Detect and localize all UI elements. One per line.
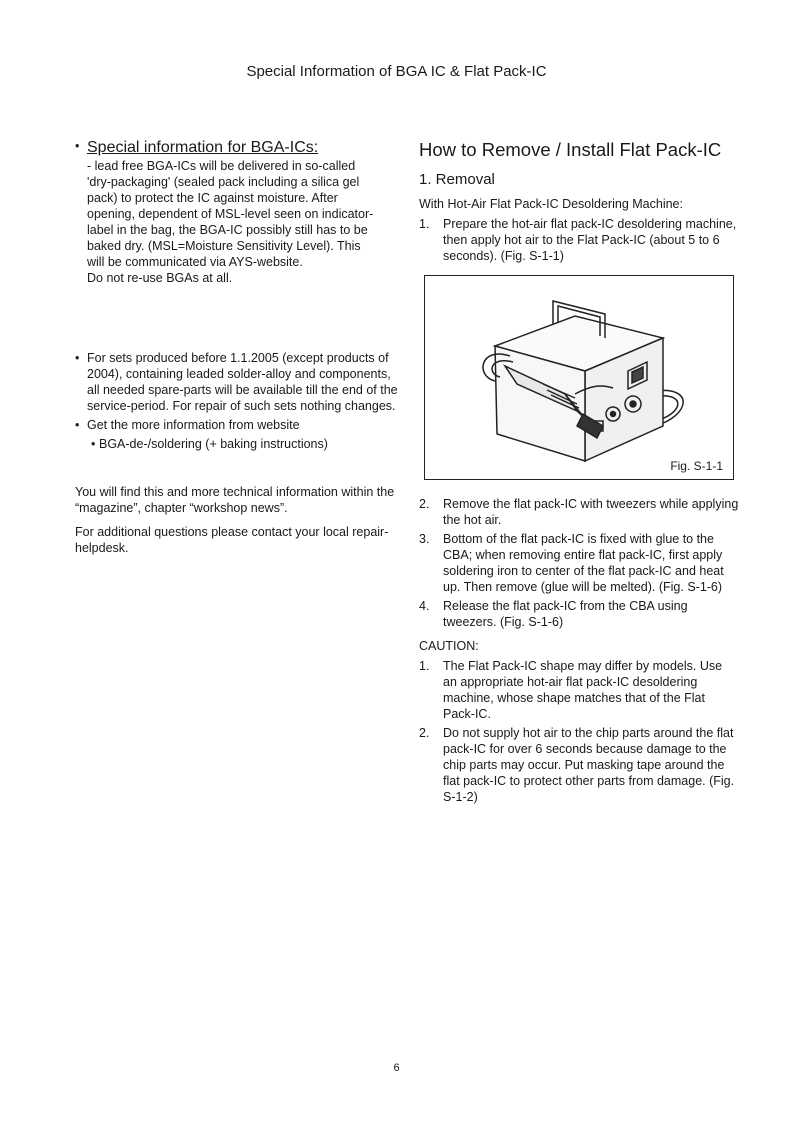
step-number: 2. <box>419 497 430 511</box>
bullet-icon: • <box>75 139 80 153</box>
list-item <box>419 598 739 630</box>
right-column <box>419 138 739 808</box>
list-item <box>419 531 739 595</box>
bga-body-line: - lead free BGA-ICs will be delivered in so-called <box>87 159 356 173</box>
caution-text: Do not supply hot air to the chip parts around the flat pack-IC for over 6 seconds because damage to the chip parts may occur. Put masking tape around the flat pack-IC to protect other parts from damage. (Fig. S-1-2) <box>443 726 735 804</box>
bga-section <box>75 138 400 158</box>
step-number: 4. <box>419 599 430 613</box>
bga-body-line: 'dry-packaging' (sealed pack including a silica gel <box>87 175 360 189</box>
list-item <box>75 436 400 452</box>
list-item <box>75 350 400 414</box>
step-text: Release the flat pack-IC from the CBA using tweezers. (Fig. S-1-6) <box>443 599 688 629</box>
step-text: Remove the flat pack-IC with tweezers while applying the hot air. <box>443 497 739 527</box>
bga-body-line: pack) to protect the IC against moisture. After <box>87 191 338 205</box>
magazine-text: You will find this and more technical information within the “magazine”, chapter “workshop news”. <box>75 485 395 515</box>
step-number: 3. <box>419 532 430 546</box>
bullet-icon: • <box>75 418 80 432</box>
figure-caption: Fig. S-1-1 <box>670 459 723 473</box>
desoldering-machine-illustration <box>425 276 735 481</box>
bga-body <box>75 158 400 286</box>
sets-block <box>75 350 400 455</box>
caution-text: The Flat Pack-IC shape may differ by models. Use an appropriate hot-air flat pack-IC desoldering machine, whose shape matches that of the Flat Pack-IC. <box>443 659 723 721</box>
list-item <box>419 216 739 264</box>
website-item-text: Get the more information from website <box>87 418 300 432</box>
caution-label: CAUTION: <box>419 639 479 653</box>
bga-body-line: will be communicated via AYS-website. <box>87 255 303 269</box>
intro-text: With Hot-Air Flat Pack-IC Desoldering Machine: <box>419 197 683 211</box>
website-sub-item-text: BGA-de-/soldering (+ baking instructions) <box>99 437 328 451</box>
section-title: How to Remove / Install Flat Pack-IC <box>419 139 722 160</box>
page-header-title: Special Information of BGA IC & Flat Pack-IC <box>246 63 547 80</box>
info-block <box>75 484 400 564</box>
left-column <box>75 138 400 555</box>
list-item <box>419 658 739 722</box>
bullet-icon: • <box>75 351 80 365</box>
caution-number: 2. <box>419 726 430 740</box>
figure-desoldering-machine <box>424 275 734 480</box>
caution-number: 1. <box>419 659 430 673</box>
bga-body-line: opening, dependent of MSL-level seen on indicator- <box>87 207 374 221</box>
step-number: 1. <box>419 217 430 231</box>
page-number: 6 <box>393 1062 400 1074</box>
bullet-icon: • <box>91 437 96 451</box>
step-text: Bottom of the flat pack-IC is fixed with glue to the CBA; when removing entire flat pack-IC, first apply soldering iron to center of the flat pack-IC and heat up. Then remove (glue will be melted). (Fig. S-1-6) <box>443 532 724 594</box>
step-text: Prepare the hot-air flat pack-IC desoldering machine, then apply hot air to the Flat Pack-IC (about 5 to 6 seconds). (Fig. S-1-1) <box>443 217 737 263</box>
bga-heading: Special information for BGA-ICs: <box>87 139 319 156</box>
bga-body-line: baked dry. (MSL=Moisture Sensitivity Level). This <box>87 239 361 253</box>
list-item <box>75 417 400 433</box>
subsection-title: 1. Removal <box>419 171 495 188</box>
bga-body-line: label in the bag, the BGA-IC possibly still has to be <box>87 223 368 237</box>
helpdesk-text: For additional questions please contact your local repair-helpdesk. <box>75 525 389 555</box>
list-item <box>419 725 739 805</box>
sets-item-text: For sets produced before 1.1.2005 (except products of 2004), containing leaded solder-alloy and components, all needed spare-parts will be available till the end of the service-period. For repair of such sets nothing changes. <box>87 351 398 413</box>
bga-body-line: Do not re-use BGAs at all. <box>87 271 233 285</box>
list-item <box>419 496 739 528</box>
